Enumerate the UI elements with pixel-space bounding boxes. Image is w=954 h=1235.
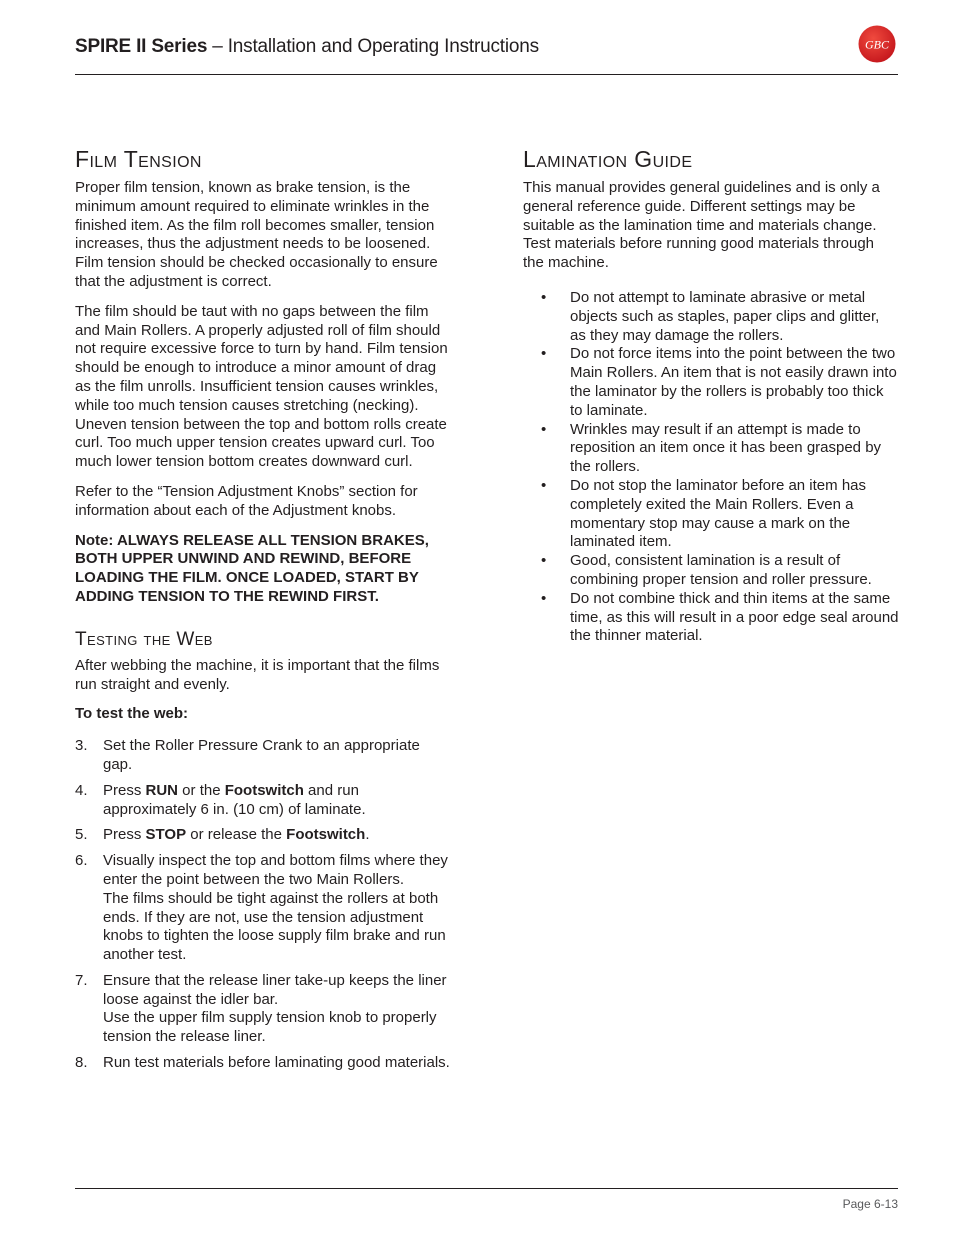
stop-keyword: STOP: [145, 826, 187, 844]
header-subtitle: – Installation and Operating Instructions: [207, 36, 539, 57]
step-text: Ensure that the release liner take-up keeps the liner loose against the idler bar.: [103, 971, 447, 1008]
bullet: •: [541, 476, 547, 494]
list-item: [523, 552, 899, 590]
list-item: [523, 421, 899, 477]
film-tension-paragraph-3: Refer to the “Tension Adjustment Knobs” section for information about each of the Adjustment knobs.: [75, 482, 418, 519]
step-number: 7.: [75, 971, 88, 989]
film-tension-paragraph-1: Proper film tension, known as brake tension, is the minimum amount required to eliminate wrinkles in the finished item. As the film roll becomes smaller, tension increases, thus the adjustment needs to be loosened. Film tension should be checked occasionally to ensure that the adjustment is correct.: [75, 179, 438, 290]
step-text-mid: or the: [178, 781, 225, 799]
step-text: Visually inspect the top and bottom films where they enter the point between the two Main Rollers.: [103, 852, 448, 888]
list-item-text: Wrinkles may result if an attempt is made to reposition an item once it has been grasped by the rollers.: [570, 420, 882, 476]
test-web-label: To test the web:: [75, 705, 189, 723]
lamination-guidelines-list: [523, 289, 899, 646]
bullet: •: [541, 589, 547, 607]
step-number: 3.: [75, 737, 88, 755]
run-keyword: RUN: [145, 781, 179, 799]
tension-brake-note: Note: ALWAYS RELEASE ALL TENSION BRAKES, BOTH UPPER UNWIND AND REWIND, BEFORE LOADING THE FILM. ONCE LOADED, START BY ADDING TENSION TO THE REWIND FIRST.: [75, 531, 429, 605]
left-column: [75, 145, 450, 1080]
list-item: [523, 289, 899, 345]
step-continuation: Use the upper film supply tension knob to properly tension the release liner.: [103, 1009, 437, 1046]
gbc-logo: [858, 25, 896, 63]
header-title: [75, 36, 539, 58]
step-text: Run test materials before laminating good materials.: [103, 1054, 450, 1072]
list-item-text: Do not attempt to laminate abrasive or metal objects such as staples, paper clips and glitter, as they may damage the rollers.: [570, 288, 880, 344]
footswitch-keyword: Footswitch: [286, 826, 366, 844]
page-header: [75, 22, 898, 75]
film-tension-paragraph-2: The film should be taut with no gaps between the film and Main Rollers. A properly adjusted roll of film should not require excessive force to turn by hand. Film tension should be enough to introduce a minor amount of drag as the film unrolls. Insufficient tension causes wrinkles, while too much tension causes stretching (necking). Uneven tension between the top and bottom rolls create curl. Too much upper tension creates upward curl. Too much lower tension bottom creates downward curl.: [75, 302, 448, 471]
step-text-pre: Press: [103, 826, 146, 844]
step-text-mid: or release the: [186, 826, 287, 844]
bullet: •: [541, 552, 547, 570]
page-number: Page 6-13: [842, 1197, 898, 1211]
step-text-post: .: [365, 826, 370, 844]
test-steps-list: [75, 737, 450, 1073]
bullet: •: [541, 288, 547, 306]
list-item: [523, 590, 899, 646]
footswitch-keyword: Footswitch: [224, 781, 304, 799]
step-item: [75, 782, 450, 820]
lamination-guide-intro: This manual provides general guidelines and is only a general reference guide. Different settings may be suitable as the lamination time and materials change. Test materials before running good materials through the machine.: [523, 179, 880, 272]
step-text-post: and run approximately 6 in. (10 cm) of laminate.: [103, 781, 366, 818]
step-item: [75, 972, 450, 1047]
list-item-text: Do not combine thick and thin items at the same time, as this will result in a poor edge seal around the thinner material.: [570, 589, 899, 645]
step-item: [75, 852, 450, 965]
bullet: •: [541, 420, 547, 438]
step-item: [75, 737, 450, 775]
list-item-text: Do not stop the laminator before an item has completely exited the Main Rollers. Even a momentary stop may cause a mark on the laminated item.: [570, 476, 867, 551]
logo-text: GBC: [865, 37, 889, 52]
testing-web-intro: After webbing the machine, it is important that the films run straight and evenly.: [75, 656, 440, 693]
step-number: 8.: [75, 1054, 88, 1072]
bullet: •: [541, 345, 547, 363]
film-tension-heading: Film Tension: [75, 146, 202, 172]
step-number: 5.: [75, 826, 88, 844]
list-item-text: Do not force items into the point between the two Main Rollers. An item that is not easily drawn into the laminator by the rollers is probably too thick to laminate.: [570, 345, 897, 419]
step-text-pre: Press: [103, 781, 146, 799]
step-continuation: The films should be tight against the rollers at both ends. If they are not, use the tension adjustment knobs to tighten the loose supply film brake and run another test.: [103, 889, 446, 964]
step-number: 6.: [75, 852, 88, 870]
step-item: [75, 1054, 450, 1073]
right-column: [523, 145, 899, 646]
list-item: [523, 477, 899, 552]
step-text: Set the Roller Pressure Crank to an appropriate gap.: [103, 737, 420, 773]
list-item: [523, 345, 899, 420]
series-name: SPIRE II Series: [75, 36, 208, 57]
testing-web-heading: Testing the Web: [75, 628, 213, 650]
list-item-text: Good, consistent lamination is a result of combining proper tension and roller pressure.: [570, 552, 872, 588]
page-footer: [75, 1188, 898, 1211]
step-number: 4.: [75, 781, 88, 799]
step-item: [75, 826, 450, 845]
lamination-guide-heading: Lamination Guide: [523, 146, 693, 172]
